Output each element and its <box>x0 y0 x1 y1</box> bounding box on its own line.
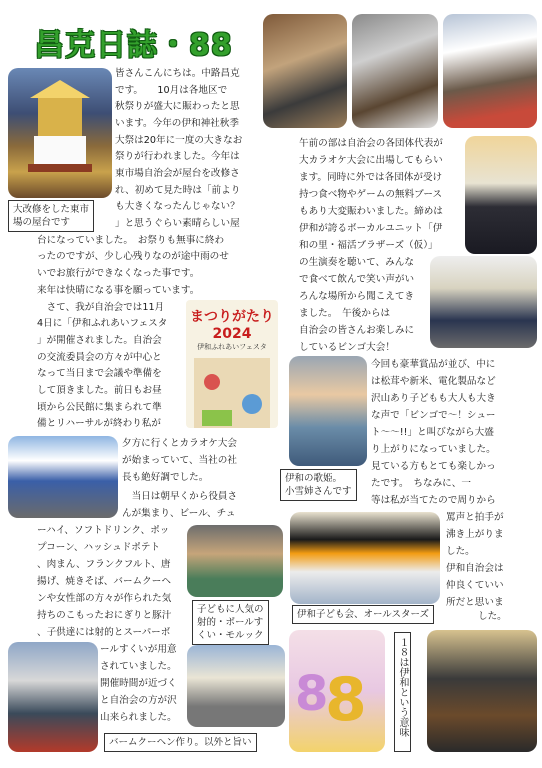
singer-photo <box>465 136 537 254</box>
body-right-line: 伊和自治会は <box>446 563 504 574</box>
poster-subtitle: 伊和ふれあいフェスタ <box>197 343 267 351</box>
body-right-line: り上がりになっていました。 <box>371 444 496 455</box>
body-left-line: 夕方に行くとカラオケ大会 <box>122 438 237 449</box>
body-left-line: 皆さんこんにちは。中路昌克 <box>115 68 240 79</box>
body-left-line: 来年は快晴になる事を願っています。 <box>37 285 200 296</box>
body-left-line: んが集まり、ビール、チュ <box>122 508 236 519</box>
body-left-line: いでお旅行ができなくなった事です。 <box>37 268 200 279</box>
page-title: 昌克日誌・88 <box>34 28 233 63</box>
body-right-line: しているビンゴ大会！ <box>299 342 395 353</box>
body-left-line: ったのですが、少し心残りなのが途中雨のせ <box>37 251 229 262</box>
body-left-line: 開催時間が近づく <box>100 678 177 689</box>
body-left-line: して頂きました。前日もお昼 <box>37 385 162 396</box>
body-left-line: プコーン、ハッシュドポテト <box>37 542 161 553</box>
svg-text:8: 8 <box>295 666 329 722</box>
body-left-line: 揚げ、焼きそば、バームクーヘ <box>37 576 171 587</box>
body-left-line: います。今年の伊和神社秋季 <box>115 118 239 129</box>
caption-88-meaning: １８は伊和という意味 <box>394 632 411 752</box>
body-left-line: されていました。 <box>100 661 177 672</box>
body-right-line: 伊和が誇るボーカルユニット「伊 <box>299 223 443 234</box>
caption-float: 大改修をした東市 場の屋台です <box>8 200 94 232</box>
baumkuchen-photo <box>8 642 98 752</box>
body-left-line: ールすくいが用意 <box>100 644 177 655</box>
caption-baumkuchen: バームクーヘン作り。以外と旨い <box>104 733 257 752</box>
food-stall-photo-2 <box>352 14 438 128</box>
body-right-line: 仲良くていい <box>446 580 504 591</box>
body-right-line: 今回も豪華賞品が並び、中に <box>371 359 496 370</box>
body-right-line: した。 <box>446 546 475 557</box>
children-group-photo <box>290 512 440 604</box>
caption-kids-games: 子どもに人気の 射的・ボールす くい・モルック <box>192 600 269 645</box>
body-right-line: の生演奏を聴いて、みんな <box>299 257 414 268</box>
body-left-line: 4日に「伊和ふれあいフェスタ <box>37 318 168 329</box>
band-performance-photo <box>430 256 537 348</box>
body-left-line: ンや女性部の方々が作られた気 <box>37 593 172 604</box>
tent-photo <box>8 436 118 518</box>
body-left-line: の交流委員会の方々が中心と <box>37 352 162 363</box>
body-right-line: 所だと思いま <box>446 597 504 608</box>
body-left-line: です。 10月は各地区で <box>115 85 228 96</box>
body-left-line: と自治会の方が沢 <box>100 695 177 706</box>
body-left-line: 東市場自治会が屋台を改修さ <box>115 168 240 179</box>
body-right-line: で食べて飲んで笑い声がい <box>299 274 415 285</box>
body-right-line: 沢山あり子どもも大人も大き <box>371 393 496 404</box>
balloon-88-photo <box>289 630 385 752</box>
body-left-line: 、子供達には射的とスーパーボ <box>37 627 171 638</box>
guitarists-photo <box>427 630 537 752</box>
body-right-line: は松茸や新米、電化製品など <box>371 376 496 387</box>
body-left-line: 備とリハーサルが終わり私が <box>37 418 161 429</box>
body-right-line: 和の里・福活ブラザーズ（仮）」 <box>299 240 438 251</box>
body-left-line: 、肉まん、フランクフルト、唐 <box>37 559 171 570</box>
body-right-line: ト〜〜!!」と叫びながら大盛 <box>371 427 494 438</box>
body-left-line: 台になっていました。 お祭りも無事に終わ <box>37 235 225 246</box>
body-left-line: 長も絶好調でした。 <box>122 472 209 483</box>
body-left-line: さて、我が自治会では11月 <box>37 302 165 313</box>
body-right-line: 見ている方もとても楽しかっ <box>371 461 496 472</box>
body-right-line: ます。同時に外では各団体が受け <box>299 172 443 183</box>
body-left-line: 持ちのこもったおにぎりと豚汁 <box>37 610 172 621</box>
body-right-line: 罵声と拍手が <box>446 512 504 523</box>
body-right-line: たです。 ちなみに、一 <box>371 478 471 489</box>
body-right-line: した。 <box>478 611 507 622</box>
body-right-line: ろんな場所から聞こえてき <box>299 291 415 302</box>
body-left-line: 山来られました。 <box>100 712 177 723</box>
svg-text:8: 8 <box>325 665 367 735</box>
body-left-line: 」が開催されました。自治会 <box>37 335 162 346</box>
body-right-line: もあり大変賑わいました。締めは <box>299 206 443 217</box>
festival-float-photo <box>8 68 112 198</box>
poster-title: まつりがたり 2024 <box>190 309 274 342</box>
food-stall-photo-1 <box>263 14 347 128</box>
body-left-line: ーハイ、ソフトドリンク、ポッ <box>37 525 170 536</box>
body-left-line: が始まっていて、当社の社 <box>122 455 237 466</box>
kids-game-photo-2 <box>187 645 285 727</box>
kids-game-photo-1 <box>187 525 283 597</box>
body-left-line: なって当日まで会議や準備を <box>37 368 162 379</box>
body-right-line: 自治会の皆さんお楽しみに <box>299 325 415 336</box>
body-right-line: 等は私が当てたので周りから <box>371 495 496 506</box>
caption-singer: 伊和の歌姫。 小雪姉さんです <box>280 469 357 501</box>
food-stall-photo-3 <box>443 14 537 128</box>
body-right-line: 大カラオケ大会に出場してもらい <box>299 155 443 166</box>
body-left-line: も大きくなったんじゃない？ <box>115 201 240 212</box>
body-left-line: 当日は朝早くから役員さ <box>122 491 238 502</box>
body-left-line: 」と思うぐらい素晴らしい屋 <box>115 218 240 229</box>
body-left-line: 秋祭りが盛大に賑わったと思 <box>115 101 240 112</box>
body-left-line: 大祭は20年に一度の大きなお <box>115 135 243 146</box>
body-left-line: 頃から公民館に集まられて準 <box>37 402 162 413</box>
caption-kids-group: 伊和子ども会、オールスターズ <box>292 605 434 624</box>
body-right-line: な声で「ビンゴで〜！シュー <box>371 410 496 421</box>
body-left-line: れ、初めて見た時は「前より <box>115 185 241 196</box>
body-right-line: ました。 午後からは <box>299 308 391 319</box>
festival-poster <box>186 300 278 428</box>
body-right-line: 沸き上がりま <box>446 529 504 540</box>
body-right-line: 持つ食べ物やゲームの無料ブース <box>299 189 443 200</box>
singer-woman-photo <box>289 356 367 466</box>
body-right-line: 午前の部は自治会の各団体代表が <box>299 138 443 149</box>
body-left-line: 祭りが行われました。今年は <box>115 151 240 162</box>
